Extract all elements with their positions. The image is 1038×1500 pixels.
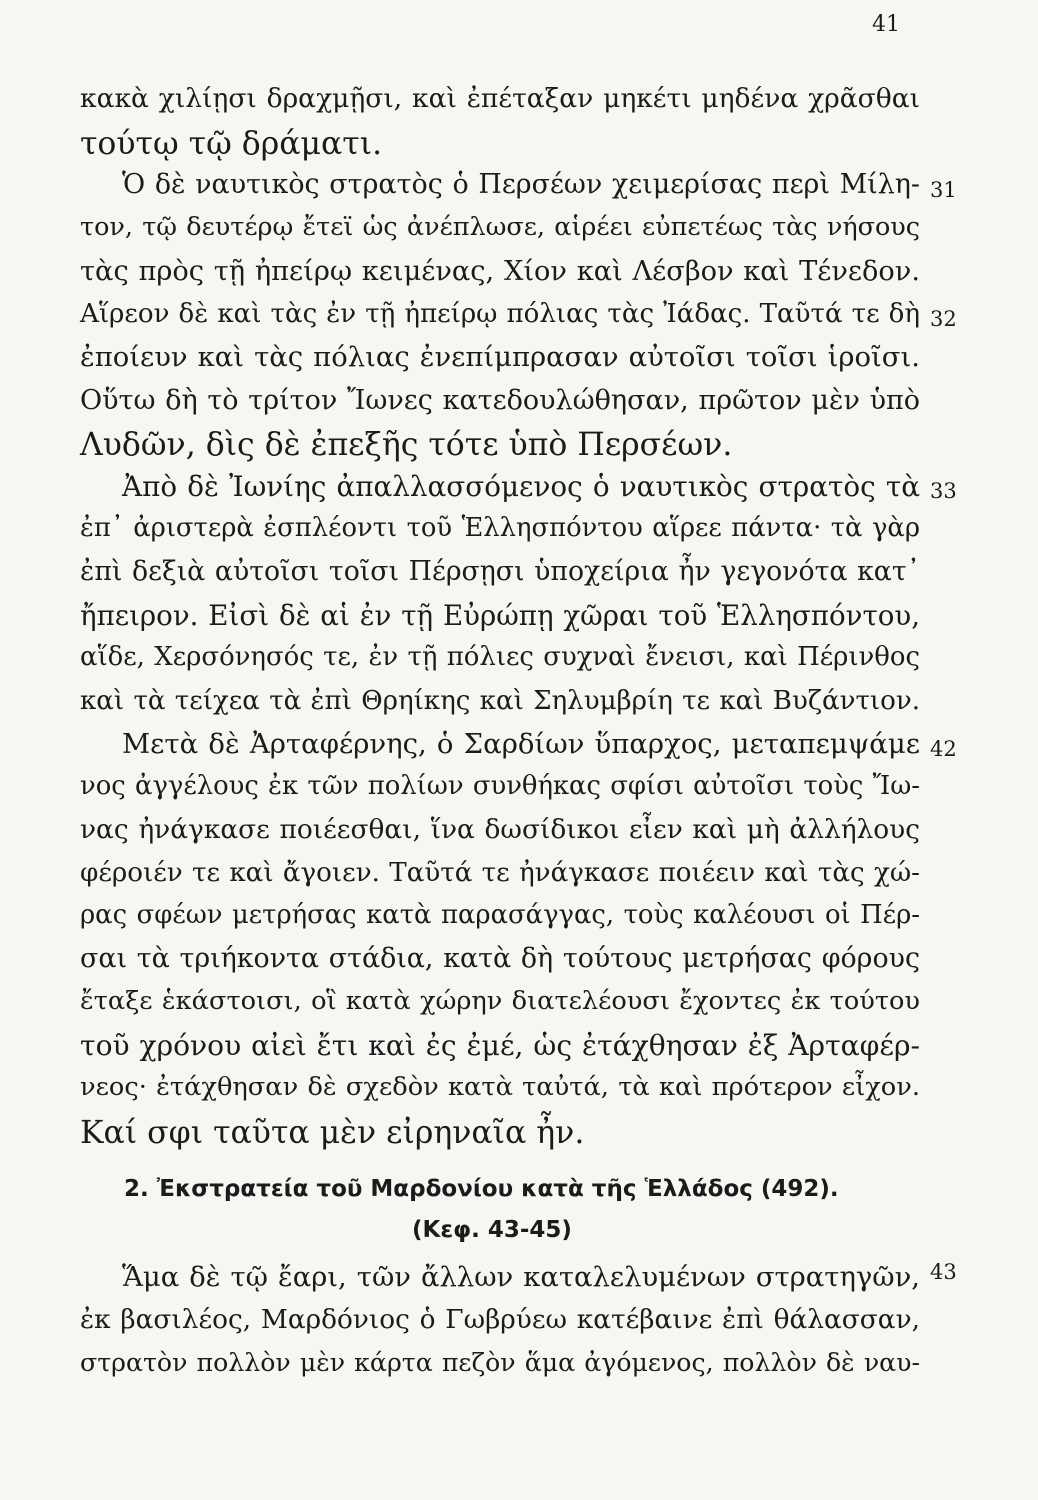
text-line: σαι τὰ τριήκοντα στάδια, κατὰ δὴ τούτους μετρήσας φόρους (80, 943, 920, 974)
section-subheading: (Κεφ. 43-45) (412, 1217, 572, 1243)
text-line: τοῦ χρόνου αἰεὶ ἔτι καὶ ἐς ἐμέ, ὡς ἐτάχθησαν ἐξ Ἀρταφέρ- (80, 1029, 920, 1062)
text-line: Ἀπὸ δὲ Ἰωνίης ἀπαλλασσόμενος ὁ ναυτικὸς στρατὸς τὰ (122, 470, 920, 503)
text-line: αἵδε, Χερσόνησός τε, ἐν τῇ πόλιες συχναὶ ἔνεισι, καὶ Πέρινθος (80, 642, 920, 672)
text-line: Αἵρεον δὲ καὶ τὰς ἐν τῇ ἠπείρῳ πόλιας τὰς Ἰάδας. Ταῦτά τε δὴ (80, 299, 920, 329)
text-line: κακὰ χιλίῃσι δραχμῇσι, καὶ ἐπέταξαν μηκέτι μηδένα χρᾶσθαι (80, 83, 920, 114)
text-line: ἐπὶ δεξιὰ αὐτοῖσι τοῖσι Πέρσῃσι ὑποχείρια ἦν γεγονότα κατ᾽ (80, 556, 920, 587)
text-line: Ὁ δὲ ναυτικὸς στρατὸς ὁ Περσέων χειμερίσας περὶ Μίλη- (122, 169, 920, 200)
text-line: νος ἀγγέλους ἐκ τῶν πολίων συνθήκας σφίσι αὐτοῖσι τοὺς Ἴω- (80, 771, 920, 801)
text-line: φέροιέν τε καὶ ἄγοιεν. Ταῦτά τε ἠνάγκασε ποιέειν καὶ τὰς χώ- (80, 858, 920, 888)
text-line: ἔταξε ἑκάστοισι, οἳ κατὰ χώρην διατελέουσι ἔχοντες ἐκ τούτου (80, 986, 920, 1016)
text-line: Οὕτω δὴ τὸ τρίτον Ἴωνες κατεδουλώθησαν, πρῶτον μὲν ὑπὸ (80, 385, 920, 416)
text-line: Μετὰ δὲ Ἀρταφέρνης, ὁ Σαρδίων ὕπαρχος, μεταπεμψάμε (122, 728, 920, 760)
text-line: τὰς πρὸς τῇ ἠπείρῳ κειμένας, Χίον καὶ Λέσβον καὶ Τένεδον. (80, 256, 920, 287)
text-line: ρας σφέων μετρήσας κατὰ παρασάγγας, τοὺς καλέουσι οἱ Πέρ- (80, 900, 920, 930)
margin-number: 33 (930, 479, 957, 503)
text-line: ἐκ βασιλέος, Μαρδόνιος ὁ Γωβρύεω κατέβαινε ἐπὶ θάλασσαν, (80, 1305, 920, 1335)
text-line: Ἅμα δὲ τῷ ἔαρι, τῶν ἄλλων καταλελυμένων στρατηγῶν, (122, 1262, 920, 1293)
text-line: καὶ τὰ τείχεα τὰ ἐπὶ Θρηίκης καὶ Σηλυμβρίη τε καὶ Βυζάντιον. (80, 686, 920, 716)
margin-number: 32 (930, 307, 957, 331)
text-line: ἐποίευν καὶ τὰς πόλιας ἐνεπίμπρασαν αὐτοῖσι τοῖσι ἱροῖσι. (80, 342, 920, 373)
text-line: ἤπειρον. Εἰσὶ δὲ αἱ ἐν τῇ Εὐρώπῃ χῶραι τοῦ Ἑλλησπόντου, (80, 599, 920, 632)
text-line: Καί σφι ταῦτα μὲν εἰρηναῖα ἦν. (80, 1115, 585, 1151)
text-line: τούτῳ τῷ δράματι. (80, 126, 383, 162)
text-line: Λυδῶν, δὶς δὲ ἐπεξῆς τότε ὑπὸ Περσέων. (80, 427, 733, 463)
text-line: ἐπ᾽ ἀριστερὰ ἐσπλέοντι τοῦ Ἑλλησπόντου αἵρεε πάντα· τὰ γὰρ (80, 513, 920, 543)
text-line: στρατὸν πολλὸν μὲν κάρτα πεζὸν ἅμα ἀγόμενος, πολλὸν δὲ ναυ- (80, 1348, 920, 1377)
margin-number: 31 (930, 178, 957, 202)
text-line: νεος· ἐτάχθησαν δὲ σχεδὸν κατὰ ταὐτά, τὰ καὶ πρότερον εἶχον. (80, 1072, 920, 1102)
margin-number: 42 (930, 737, 957, 761)
page-number: 41 (872, 12, 900, 37)
text-line: νας ἠνάγκασε ποιέεσθαι, ἵνα δωσίδικοι εἶεν καὶ μὴ ἀλλήλους (80, 814, 920, 845)
text-line: τον, τῷ δευτέρῳ ἔτεϊ ὡς ἀνέπλωσε, αἱρέει εὐπετέως τὰς νήσους (80, 212, 920, 242)
section-heading: 2. Ἐκστρατεία τοῦ Μαρδονίου κατὰ τῆς Ἑλλάδος (492). (124, 1176, 839, 1202)
margin-number: 43 (930, 1260, 957, 1284)
